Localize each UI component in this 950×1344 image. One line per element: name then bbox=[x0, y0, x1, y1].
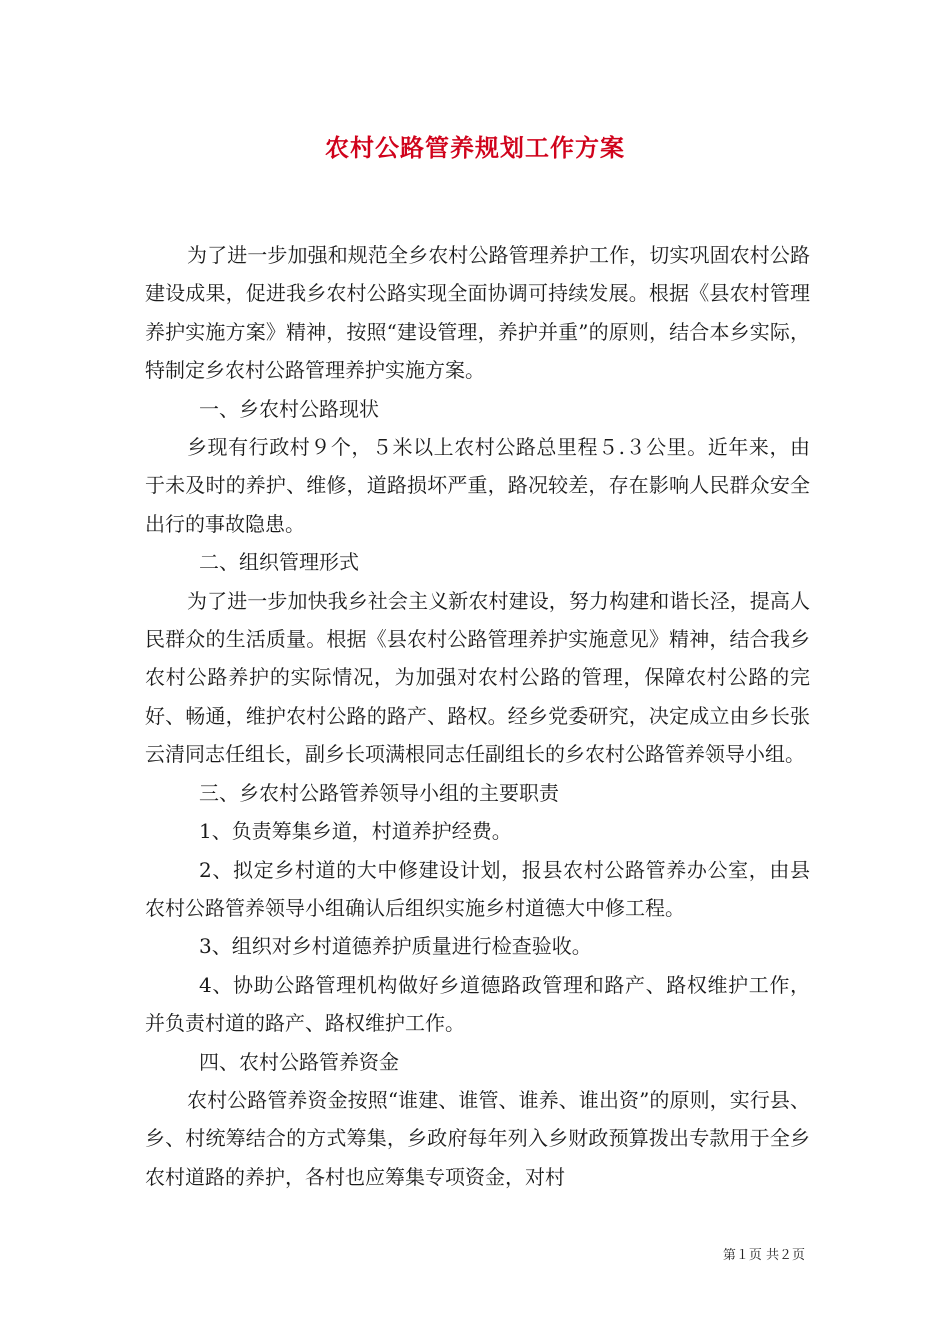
duty-item-2: 2、拟定乡村道的大中修建设计划，报县农村公路管养办公室，由县农村公路管养领导小组确认后组织实施乡村道德大中修工程。 bbox=[145, 857, 810, 920]
paragraph-status: 乡现有行政村９个，５米以上农村公路总里程５.３公里。近年来，由于未及时的养护、维修，道路损坏严重，路况较差，存在影响人民群众安全出行的事故隐患。 bbox=[145, 435, 810, 536]
duty-item-1: 1、负责筹集乡道，村道养护经费。 bbox=[199, 819, 512, 844]
paragraph-intro: 为了进一步加强和规范全乡农村公路管理养护工作，切实巩固农村公路建设成果，促进我乡农村公路实现全面协调可持续发展。根据《县农村管理养护实施方案》精神，按照“建设管理，养护并重”的原则，结合本乡实际，特制定乡农村公路管理养护实施方案。 bbox=[145, 243, 810, 383]
paragraph-organization: 为了进一步加快我乡社会主义新农村建设，努力构建和谐长泾，提高人民群众的生活质量。根据《县农村公路管理养护实施意见》精神，结合我乡农村公路养护的实际情况，为加强对农村公路的管理，保障农村公路的完好、畅通，维护农村公路的路产、路权。经乡党委研究，决定成立由乡长张云清同志任组长，副乡长项满根同志任副组长的乡农村公路管养领导小组。 bbox=[145, 588, 810, 767]
document-body bbox=[145, 236, 810, 1196]
paragraph-funding: 农村公路管养资金按照“谁建、谁管、谁养、谁出资”的原则，实行县、乡、村统筹结合的方式筹集，乡政府每年列入乡财政预算拨出专款用于全乡农村道路的养护，各村也应筹集专项资金，对村 bbox=[145, 1087, 810, 1189]
section-heading-1: 一、乡农村公路现状 bbox=[199, 396, 379, 421]
section-heading-4: 四、农村公路管养资金 bbox=[199, 1049, 399, 1074]
document-title: 农村公路管养规划工作方案 bbox=[325, 133, 625, 162]
duty-item-4: 4、协助公路管理机构做好乡道德路政管理和路产、路权维护工作，并负责村道的路产、路权维护工作。 bbox=[145, 972, 810, 1036]
section-heading-3: 三、乡农村公路管养领导小组的主要职责 bbox=[199, 780, 559, 805]
page-number: 第１页 共２页 bbox=[722, 1248, 805, 1263]
duty-item-3: 3、组织对乡村道德养护质量进行检查验收。 bbox=[199, 934, 592, 959]
section-heading-2: 二、组织管理形式 bbox=[199, 550, 359, 575]
